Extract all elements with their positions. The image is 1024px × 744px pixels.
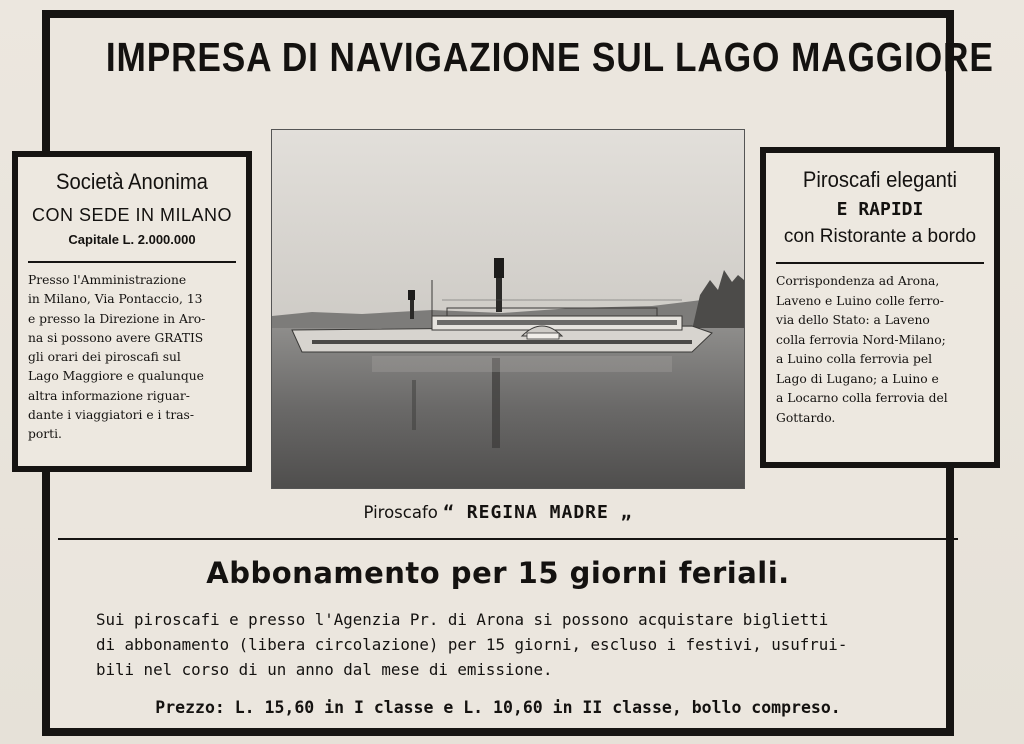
- paragraph-line: Sui piroscafi e presso l'Agenzia Pr. di Arona si possono acquistare biglietti: [96, 610, 829, 629]
- text-line: Lago di Lugano; a Luino e: [776, 371, 939, 386]
- text-line: altra informazione riguar-: [28, 388, 190, 403]
- steamship-photo: [271, 129, 745, 489]
- text-line: Laveno e Luino colle ferro-: [776, 293, 944, 308]
- divider: [28, 261, 236, 263]
- page-title: IMPRESA DI NAVIGAZIONE SUL LAGO MAGGIORE: [105, 34, 994, 80]
- service-info-box: [760, 147, 1000, 468]
- text-line: dante i viaggiatori e i tras-: [28, 408, 195, 423]
- company-info-box: [12, 151, 252, 472]
- text-line: Gottardo.: [776, 410, 836, 425]
- steamship-illustration: [272, 130, 744, 488]
- section-divider: [58, 538, 958, 540]
- subscription-paragraph: [96, 607, 918, 682]
- text-line: porti.: [28, 427, 62, 442]
- text-line: Presso l'Amministrazione: [28, 273, 187, 287]
- caption-prefix: Piroscafo: [363, 503, 438, 522]
- paragraph-line: di abbonamento (libera circolazione) per 15 giorni, escluso i festivi, usufrui-: [96, 635, 848, 654]
- service-restaurant: con Ristorante a bordo: [783, 226, 977, 247]
- company-capital: Capitale L. 2.000.000: [68, 232, 196, 247]
- text-line: Corrispondenza ad Arona,: [776, 274, 940, 288]
- company-info-text: [18, 271, 246, 445]
- paragraph-line: bili nel corso di un anno dal mese di emissione.: [96, 660, 553, 679]
- service-heading: Piroscafi eleganti: [802, 167, 958, 192]
- subscription-heading: Abbonamento per 15 giorni feriali.: [206, 556, 790, 590]
- text-line: colla ferrovia Nord-Milano;: [776, 332, 946, 347]
- text-line: gli orari dei piroscafi sul: [28, 350, 181, 365]
- ship-name: “ REGINA MADRE „: [443, 502, 633, 523]
- service-subheading: E RAPIDI: [836, 199, 924, 220]
- company-type-heading: Società Anonima: [56, 169, 208, 194]
- text-line: Lago Maggiore e qualunque: [28, 369, 204, 384]
- text-line: a Luino colla ferrovia pel: [776, 352, 933, 366]
- company-seat: CON SEDE IN MILANO: [31, 205, 233, 225]
- photo-caption: [42, 502, 954, 523]
- text-line: a Locarno colla ferrovia del: [776, 391, 948, 405]
- price-line: Prezzo: L. 15,60 in I classe e L. 10,60 in II classe, bollo compreso.: [155, 698, 841, 717]
- service-info-text: [766, 272, 994, 428]
- text-line: na si possono avere GRATIS: [28, 330, 204, 345]
- text-line: e presso la Direzione in Aro-: [28, 311, 206, 326]
- divider: [776, 262, 984, 264]
- text-line: via dello Stato: a Laveno: [776, 313, 930, 327]
- text-line: in Milano, Via Pontaccio, 13: [28, 292, 203, 307]
